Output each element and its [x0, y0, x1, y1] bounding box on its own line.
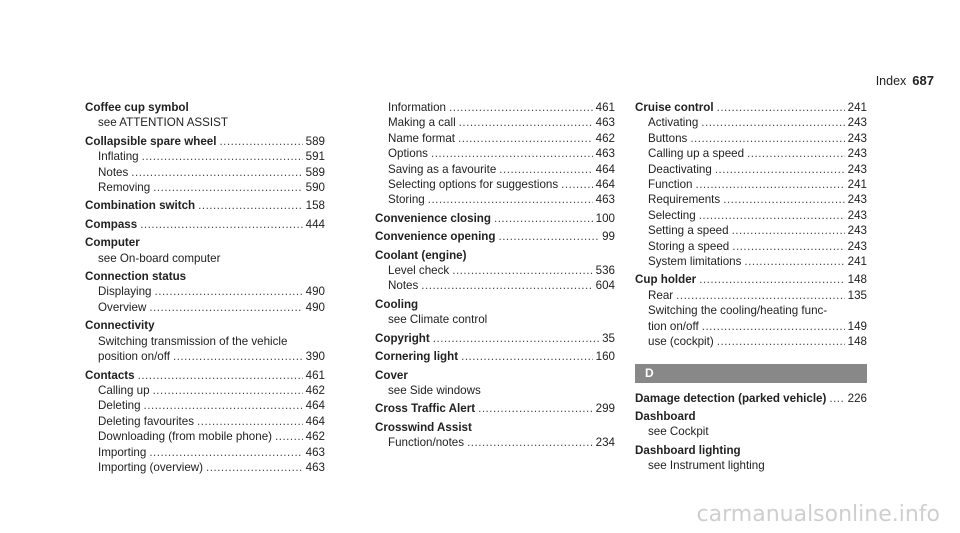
index-entry [375, 401, 615, 416]
entry-label: Contacts [85, 368, 135, 382]
entry-page-link[interactable]: 462 [595, 131, 615, 145]
entry-label: Displaying [98, 285, 152, 299]
index-subentry [635, 208, 867, 223]
index-subentry [635, 131, 867, 146]
index-subentry [375, 115, 615, 130]
index-entry [85, 217, 325, 232]
entry-page-link[interactable]: 299 [595, 402, 615, 416]
entry-label: Switching the cooling/heating func- [648, 304, 828, 318]
entry-page-link[interactable]: 241 [847, 101, 867, 114]
entry-page-link[interactable]: 158 [305, 199, 325, 213]
entry-label: see ATTENTION ASSIST [98, 116, 228, 130]
leader-dots [142, 149, 303, 164]
entry-label: Function [648, 178, 693, 192]
leader-dots [561, 177, 593, 192]
entry-label: Dashboard [635, 409, 696, 423]
leader-dots [138, 368, 303, 383]
entry-label: Buttons [648, 131, 688, 145]
entry-page-link[interactable]: 589 [305, 134, 325, 148]
entry-label: Options [388, 147, 428, 161]
entry-page-link[interactable]: 243 [847, 208, 867, 222]
entry-label: see Cockpit [648, 425, 709, 439]
entry-page-link[interactable]: 462 [305, 430, 325, 444]
index-subentry [635, 319, 867, 334]
entry-label: Cruise control [635, 101, 714, 114]
leader-dots [499, 162, 592, 177]
entry-label: Function/notes [388, 436, 465, 450]
index-entry [375, 331, 615, 346]
entry-page-link[interactable]: 463 [595, 116, 615, 130]
index-letter-heading: D [635, 364, 867, 383]
entry-label: Storing [388, 193, 425, 207]
leader-dots [219, 134, 302, 149]
leader-dots [699, 272, 844, 287]
entry-label: Overview [98, 300, 147, 314]
section-title: Index [875, 74, 907, 88]
leader-dots [701, 115, 844, 130]
index-subentry [635, 254, 867, 269]
leader-dots [732, 239, 844, 254]
entry-page-link[interactable]: 35 [602, 331, 615, 345]
index-subentry [375, 131, 615, 146]
entry-label: Cooling [375, 297, 419, 311]
index-subentry [635, 162, 867, 177]
index-subentry [85, 460, 325, 475]
leader-dots [461, 349, 593, 364]
entry-page-link[interactable]: 463 [595, 193, 615, 207]
leader-dots [676, 288, 845, 303]
entry-page-link[interactable]: 243 [847, 147, 867, 161]
leader-dots [478, 401, 593, 416]
entry-label: Selecting [648, 208, 696, 222]
entry-page-link[interactable]: 464 [305, 414, 325, 428]
entry-page-link[interactable]: 243 [847, 116, 867, 130]
entry-label: Damage detection (parked vehicle) [635, 391, 827, 405]
leader-dots [695, 177, 844, 192]
leader-dots [155, 284, 303, 299]
entry-label: Importing (overview) [98, 460, 204, 474]
entry-label: see On-board computer [98, 251, 221, 265]
entry-label: Notes [388, 279, 419, 293]
leader-dots [140, 217, 302, 232]
entry-label: see Instrument lighting [648, 459, 765, 473]
entry-label: Calling up [98, 383, 150, 397]
entry-page-link[interactable]: 463 [305, 445, 325, 459]
leader-dots [428, 192, 593, 207]
entry-label: Setting a speed [648, 224, 729, 238]
index-subentry [85, 115, 325, 130]
entry-page-link[interactable]: 241 [847, 178, 867, 192]
entry-label: see Side windows [388, 383, 481, 397]
entry-label: Saving as a favourite [388, 162, 497, 176]
entry-page-link[interactable]: 490 [305, 300, 325, 314]
entry-label: Requirements [648, 193, 721, 207]
index-subentry [85, 398, 325, 413]
index-entry [375, 248, 615, 263]
entry-page-link[interactable]: 160 [595, 350, 615, 364]
index-entry [635, 443, 867, 458]
index-entry [85, 100, 325, 115]
leader-dots [131, 165, 302, 180]
entry-page-link[interactable]: 243 [847, 239, 867, 253]
entry-label: Computer [85, 236, 140, 250]
leader-dots [732, 223, 845, 238]
entry-label: Cup holder [635, 273, 697, 287]
leader-dots [197, 414, 303, 429]
index-entry [635, 100, 867, 115]
index-column-3 [635, 100, 867, 474]
index-subentry [85, 445, 325, 460]
entry-label: Cover [375, 368, 408, 382]
entry-label: Downloading (from mobile phone) [98, 430, 272, 444]
index-entry [375, 229, 615, 244]
entry-label: Coffee cup symbol [85, 101, 189, 114]
entry-label: Storing a speed [648, 239, 730, 253]
page-header [876, 73, 934, 88]
index-subentry [375, 177, 615, 192]
index-entry [375, 297, 615, 312]
index-subentry [375, 146, 615, 161]
index-entry [85, 318, 325, 333]
index-entry [375, 368, 615, 383]
entry-page-link[interactable]: 243 [847, 162, 867, 176]
leader-dots [206, 460, 303, 475]
index-subentry [635, 303, 867, 318]
index-subentry [375, 100, 615, 115]
entry-label: Making a call [388, 116, 456, 130]
leader-dots [829, 391, 844, 406]
leader-dots [744, 254, 844, 269]
index-subentry [635, 334, 867, 349]
index-subentry [85, 414, 325, 429]
leader-dots [153, 180, 302, 195]
entry-label: Compass [85, 217, 138, 231]
leader-dots [449, 100, 593, 115]
index-subentry [375, 435, 615, 450]
index-entry [85, 269, 325, 284]
index-subentry [635, 146, 867, 161]
index-subentry [635, 424, 867, 439]
index-subentry [375, 383, 615, 398]
entry-label: Dashboard lighting [635, 443, 741, 457]
entry-label: Inflating [98, 150, 139, 164]
entry-page-link[interactable]: 604 [595, 279, 615, 293]
entry-page-link[interactable]: 226 [847, 391, 867, 405]
entry-page-link[interactable]: 536 [595, 264, 615, 278]
entry-page-link[interactable]: 148 [847, 273, 867, 287]
entry-label: Level check [388, 264, 450, 278]
index-subentry [375, 312, 615, 327]
entry-page-link[interactable]: 234 [595, 436, 615, 450]
entry-label: Cross Traffic Alert [375, 402, 476, 416]
entry-label: Calling up a speed [648, 147, 745, 161]
leader-dots [690, 131, 844, 146]
leader-dots [467, 435, 593, 450]
entry-label: Deleting [98, 399, 141, 413]
index-subentry [375, 278, 615, 293]
entry-page-link[interactable]: 99 [602, 230, 615, 244]
entry-label: Name format [388, 131, 456, 145]
leader-dots [433, 331, 599, 346]
leader-dots [421, 278, 592, 293]
index-subentry [85, 383, 325, 398]
entry-page-link[interactable]: 591 [305, 150, 325, 164]
entry-page-link[interactable]: 462 [305, 383, 325, 397]
entry-page-link[interactable]: 464 [595, 162, 615, 176]
entry-label: Cornering light [375, 350, 459, 364]
index-column-1 [85, 100, 325, 475]
leader-dots [173, 349, 303, 364]
leader-dots [458, 131, 593, 146]
index-subentry [85, 149, 325, 164]
index-subentry [85, 334, 325, 349]
entry-label: tion on/off [648, 319, 699, 333]
entry-label: Connectivity [85, 319, 155, 333]
entry-page-link[interactable]: 464 [595, 178, 615, 192]
entry-label: Collapsible spare wheel [85, 134, 217, 148]
index-subentry [635, 288, 867, 303]
index-subentry [375, 192, 615, 207]
index-column-2 [375, 100, 615, 451]
entry-label: Crosswind Assist [375, 420, 472, 434]
leader-dots [747, 146, 845, 161]
index-entry [375, 349, 615, 364]
entry-page-link[interactable]: 463 [595, 147, 615, 161]
entry-label: Connection status [85, 270, 187, 284]
leader-dots [498, 229, 599, 244]
index-subentry [635, 223, 867, 238]
index-entry [375, 211, 615, 226]
index-entry [635, 409, 867, 424]
leader-dots [149, 300, 302, 315]
entry-label: Removing [98, 181, 151, 195]
leader-dots [717, 100, 845, 115]
entry-page-link[interactable]: 461 [595, 101, 615, 114]
entry-page-link[interactable]: 149 [847, 319, 867, 333]
entry-page-link[interactable]: 243 [847, 224, 867, 238]
index-entry [635, 272, 867, 287]
index-subentry [85, 251, 325, 266]
entry-page-link[interactable]: 241 [847, 255, 867, 269]
index-entry [85, 198, 325, 213]
entry-label: Deleting favourites [98, 414, 195, 428]
leader-dots [149, 445, 302, 460]
entry-label: Copyright [375, 331, 430, 345]
index-subentry [375, 263, 615, 278]
entry-page-link[interactable]: 463 [305, 460, 325, 474]
index-subentry [85, 284, 325, 299]
index-entry [85, 235, 325, 250]
leader-dots [494, 211, 593, 226]
index-entry [635, 391, 867, 406]
entry-label: position on/off [98, 350, 170, 364]
entry-label: Activating [648, 116, 699, 130]
index-subentry [635, 458, 867, 473]
index-subentry [85, 180, 325, 195]
index-subentry [635, 115, 867, 130]
watermark: carmanualsonline.info [696, 502, 940, 527]
entry-label: Convenience opening [375, 230, 496, 244]
index-subentry [85, 349, 325, 364]
leader-dots [275, 429, 303, 444]
entry-label: see Climate control [388, 313, 488, 327]
leader-dots [459, 115, 593, 130]
leader-dots [431, 146, 593, 161]
entry-label: use (cockpit) [648, 335, 714, 349]
index-subentry [635, 192, 867, 207]
entry-label: System limitations [648, 255, 742, 269]
index-entry [85, 368, 325, 383]
entry-label: Importing [98, 445, 147, 459]
index-subentry [85, 300, 325, 315]
leader-dots [723, 192, 844, 207]
entry-label: Switching transmission of the vehicle [98, 334, 288, 348]
index-subentry [85, 429, 325, 444]
entry-label: Selecting options for suggestions [388, 178, 559, 192]
index-subentry [85, 165, 325, 180]
entry-label: Notes [98, 165, 129, 179]
entry-page-link[interactable]: 461 [305, 368, 325, 382]
page-number: 687 [912, 73, 934, 88]
entry-page-link[interactable]: 243 [847, 193, 867, 207]
entry-page-link[interactable]: 589 [305, 165, 325, 179]
leader-dots [715, 162, 845, 177]
entry-label: Rear [648, 288, 674, 302]
index-entry [85, 134, 325, 149]
entry-page-link[interactable]: 135 [847, 288, 867, 302]
entry-page-link[interactable]: 444 [305, 217, 325, 231]
index-entry [375, 420, 615, 435]
entry-page-link[interactable]: 490 [305, 285, 325, 299]
leader-dots [144, 398, 303, 413]
leader-dots [717, 334, 845, 349]
entry-page-link[interactable]: 590 [305, 181, 325, 195]
entry-page-link[interactable]: 100 [595, 211, 615, 225]
entry-page-link[interactable]: 390 [305, 350, 325, 364]
leader-dots [702, 319, 845, 334]
entry-label: Information [388, 101, 446, 114]
entry-label: Deactivating [648, 162, 712, 176]
leader-dots [699, 208, 845, 223]
entry-label: Convenience closing [375, 211, 491, 225]
entry-label: Combination switch [85, 199, 196, 213]
index-subentry [635, 177, 867, 192]
entry-label: Coolant (engine) [375, 248, 467, 262]
leader-dots [198, 198, 303, 213]
index-subentry [635, 239, 867, 254]
entry-page-link[interactable]: 243 [847, 131, 867, 145]
entry-page-link[interactable]: 464 [305, 399, 325, 413]
leader-dots [452, 263, 592, 278]
leader-dots [153, 383, 303, 398]
entry-page-link[interactable]: 148 [847, 335, 867, 349]
index-subentry [375, 162, 615, 177]
